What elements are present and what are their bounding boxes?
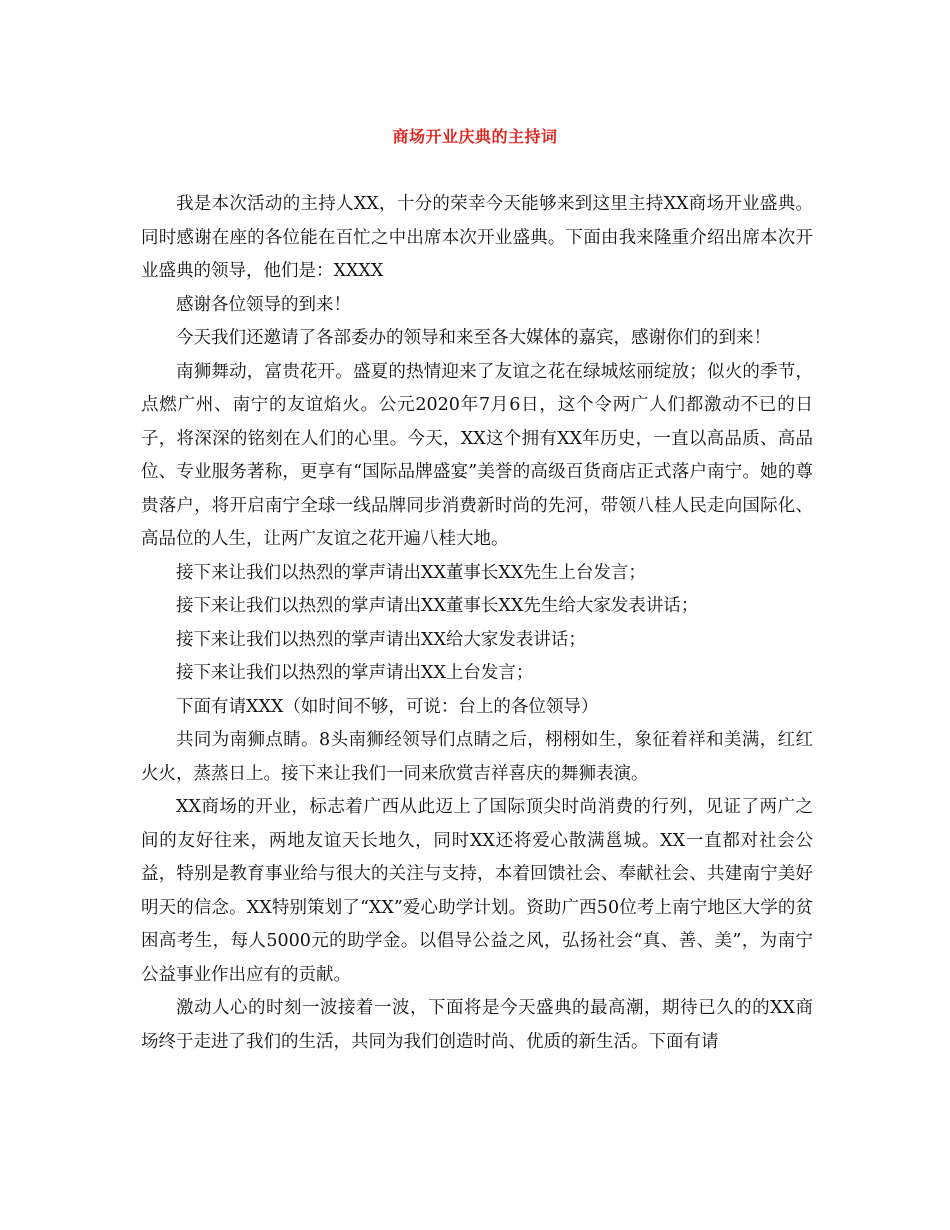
paragraph-speech-4: 接下来让我们以热烈的掌声请出XX上台发言； [176, 663, 534, 683]
document-title: 商场开业庆典的主持词 [392, 127, 558, 146]
paragraph-speech-1: 接下来让我们以热烈的掌声请出XX董事长XX先生上台发言； [176, 562, 646, 583]
paragraph-host-intro: 我是本次活动的主持人XX，十分的荣幸今天能够来到这里主持XX商场开业盛典。同时感谢在座的各位能在百忙之中出席本次开业盛典。下面由我来隆重介绍出席本次开业盛典的领导，他们是：XXXX [141, 194, 813, 281]
paragraph-thanks-guests: 今天我们还邀请了各部委办的领导和来至各大媒体的嘉宾，感谢你们的到来！ [176, 328, 771, 348]
paragraph-eye-dotting: 共同为南狮点睛。8头南狮经领导们点睛之后，栩栩如生，象征着祥和美满，红红火火，蒸蒸日上。接下来让我们一同来欣赏吉祥喜庆的舞狮表演。 [141, 730, 813, 784]
paragraph-invite: 下面有请XXX（如时间不够，可说：台上的各位领导） [176, 696, 599, 717]
paragraph-thanks-leaders: 感谢各位领导的到来！ [176, 294, 351, 315]
document-body [141, 188, 813, 1059]
paragraph-charity: XX商场的开业，标志着广西从此迈上了国际顶尖时尚消费的行列，见证了两广之间的友好往来，两地友谊天长地久，同时XX还将爱心散满邕城。XX一直都对社会公益，特别是教育事业给与很大的关注与支持，本着回馈社会、奉献社会、共建南宁美好明天的信念。XX特别策划了“XX”爱心助学计划。资助广西50位考上南宁地区大学的贫困高考生，每人5000元的助学金。以倡导公益之风，弘扬社会“真、善、美”，为南宁公益事业作出应有的贡献。 [141, 797, 813, 985]
paragraph-speech-3: 接下来让我们以热烈的掌声请出XX给大家发表讲话； [176, 629, 586, 650]
paragraph-climax: 激动人心的时刻一波接着一波，下面将是今天盛典的最高潮，期待已久的的XX商场终于走进了我们的生活，共同为我们创造时尚、优质的新生活。下面有请 [141, 998, 813, 1052]
paragraph-lion-dance-opening: 南狮舞动，富贵花开。盛夏的热情迎来了友谊之花在绿城炫丽绽放；似火的季节，点燃广州、南宁的友谊焰火。公元2020年7月6日，这个令两广人们都激动不已的日子，将深深的铭刻在人们的心里。今天，XX这个拥有XX年历史，一直以高品质、高品位、专业服务著称，更享有“国际品牌盛宴”美誉的高级百货商店正式落户南宁。她的尊贵落户，将开启南宁全球一线品牌同步消费新时尚的先河，带领八桂人民走向国际化、高品位的人生，让两广友谊之花开遍八桂大地。 [141, 361, 813, 549]
paragraph-speech-2: 接下来让我们以热烈的掌声请出XX董事长XX先生给大家发表讲话； [176, 596, 699, 616]
